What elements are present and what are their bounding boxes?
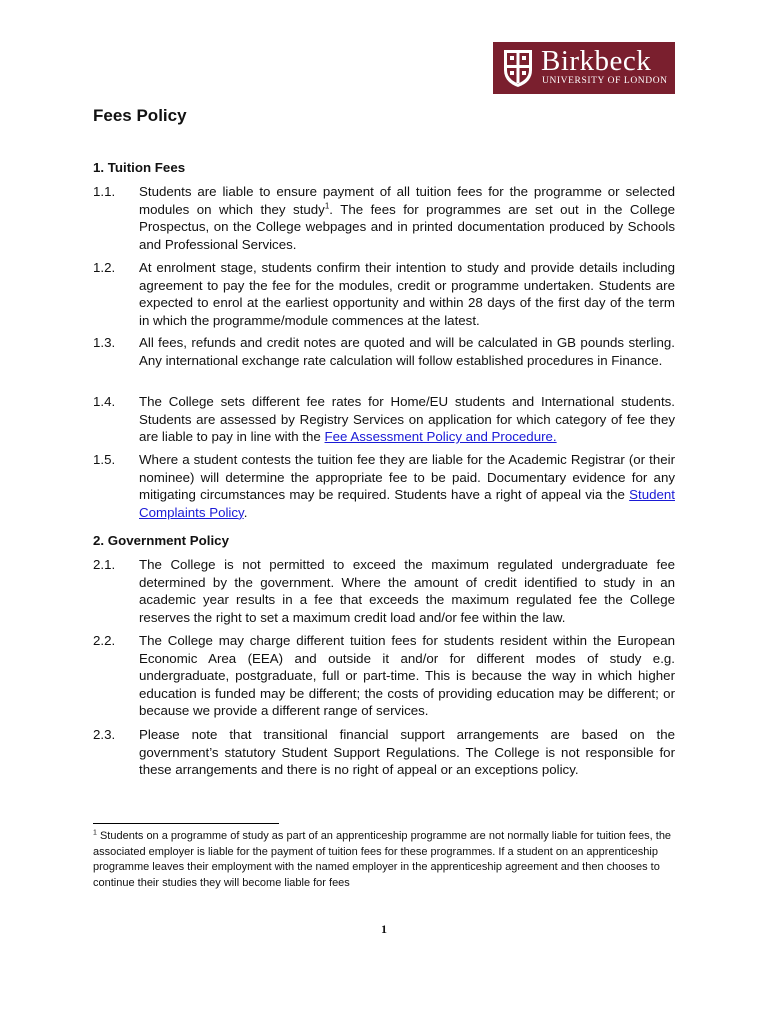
section-heading-tuition-fees: 1. Tuition Fees	[93, 160, 186, 175]
clause-1-2	[93, 259, 675, 329]
clause-text: Students are liable to ensure payment of all tuition fees for the programme or selected modules on which they study$^1$. The fees for programmes are set out in the College Prospectus, on the College webpages and in printed documentation produced by Schools and Professional Services.	[139, 184, 675, 252]
birkbeck-logo	[493, 42, 675, 94]
clause-number: 2.3.	[93, 727, 116, 742]
clause-text: The College sets different fee rates for Home/EU students and International students. Students are assessed by Registry Services on application for which category of fee they are liable to pay in line with the Fee Assessment Policy and Procedure.	[139, 394, 675, 445]
clause-1-1	[93, 183, 675, 253]
clause-number: 1.2.	[93, 260, 116, 275]
clause-2-3	[93, 726, 675, 779]
footnote-reference[interactable]: 1	[324, 201, 330, 211]
clause-1-3	[93, 334, 675, 369]
footnote-separator	[93, 823, 279, 824]
fee-assessment-policy-link[interactable]: Fee Assessment Policy and Procedure.	[324, 429, 557, 445]
clause-number: 2.1.	[93, 557, 116, 572]
footnote-text: Students on a programme of study as part of an apprenticeship programme are not normally liable for tuition fees, the associated employer is liable for the payment of tuition fees for these programmes. If a student on an apprenticeship programme leaves their employment with the named employer in the apprenticeship agreement and then chooses to continue their studies they will become liable for fees	[93, 830, 672, 889]
student-complaints-policy-link[interactable]: Student Complaints Policy	[139, 487, 675, 520]
footnote	[93, 829, 683, 891]
clause-text: All fees, refunds and credit notes are quoted and will be calculated in GB pounds sterling. Any international exchange rate calculation will follow established procedures in Finance.	[139, 335, 675, 368]
page-number: 1	[381, 922, 387, 936]
clause-number: 1.3.	[93, 335, 116, 350]
clause-text: Please note that transitional financial support arrangements are based on the government’s statutory Student Support Regulations. The College is not responsible for these arrangements and there is no right of appeal or an exceptions policy.	[139, 727, 675, 778]
clause-number: 1.4.	[93, 394, 116, 409]
crest-icon	[502, 48, 534, 88]
clause-text: Where a student contests the tuition fee they are liable for the Academic Registrar (or their nominee) will determine the appropriate fee to be paid. Documentary evidence for any mitigating circumstances may be required. Students have a right of appeal via the Student Complaints Policy.	[139, 452, 675, 520]
clause-number: 1.5.	[93, 452, 116, 467]
footnote-marker: 1	[93, 829, 97, 837]
clause-number: 2.2.	[93, 633, 116, 648]
clause-2-1	[93, 556, 675, 626]
clause-2-2	[93, 632, 675, 720]
clause-text: At enrolment stage, students confirm their intention to study and provide details including agreement to pay the fee for the modules, credit or programme undertaken. Students are expected to enrol at the earliest opportunity and within 28 days of the first day of the term in which the programme/module commences at the latest.	[139, 260, 675, 328]
logo-subtitle: UNIVERSITY OF LONDON	[542, 76, 668, 86]
clause-number: 1.1.	[93, 184, 116, 199]
clause-text: The College may charge different tuition fees for students resident within the European Economic Area (EEA) and outside it and/or for different modes of study e.g. undergraduate, postgraduate, full or part-time. This is because the way in which higher education is funded may be different; the costs of providing education may be different; or because we provide a different range of services.	[139, 633, 675, 719]
page-title: Fees Policy	[93, 106, 187, 125]
clause-text: The College is not permitted to exceed the maximum regulated undergraduate fee determined by the government. Where the amount of credit identified to study in an academic year results in a fee that exceeds the maximum regulated fee the College reserves the right to set a maximum credit load and/or fee within the law.	[139, 557, 675, 625]
section-heading-government-policy: 2. Government Policy	[93, 533, 229, 548]
logo-name: Birkbeck	[541, 45, 652, 77]
clause-1-5	[93, 451, 675, 521]
clause-1-4	[93, 393, 675, 446]
